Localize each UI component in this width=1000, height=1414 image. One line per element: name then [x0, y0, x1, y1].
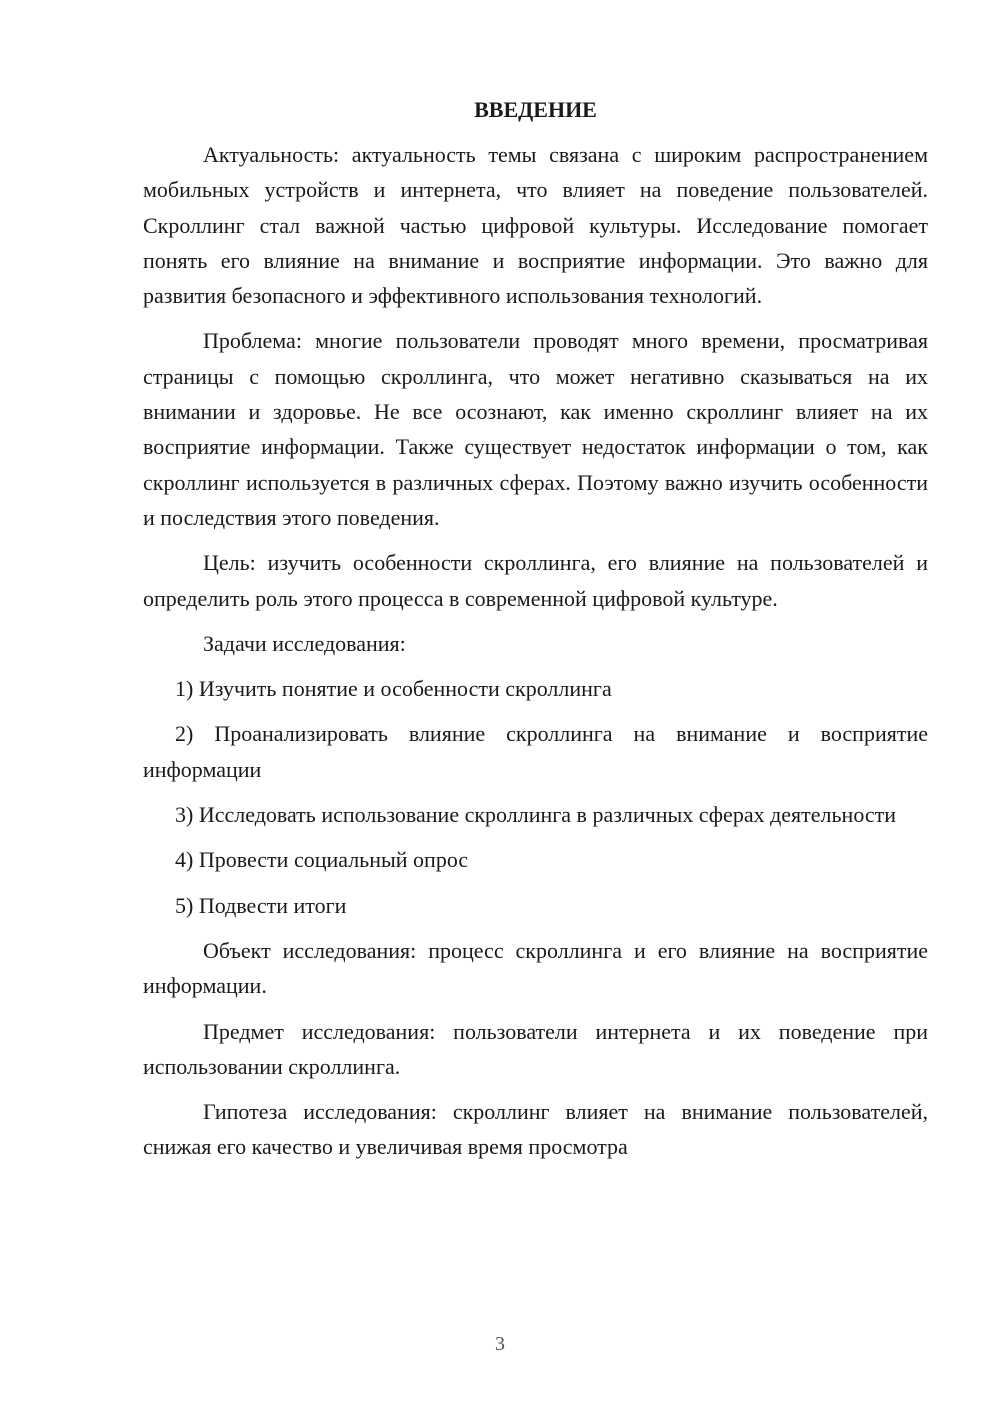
paragraph-problem: Проблема: многие пользователи проводят много времени, просматривая страницы с помощью скроллинга, что может негативно сказываться на их внимании и здоровье. Не все осознают, как именно скроллинг влияет на их восприятие информации. Также существует недостаток информации о том, как скроллинг используется в различных сферах. Поэтому важно изучить особенности и последствия этого поведения. [143, 328, 928, 530]
list-item-task-4: 4) Провести социальный опрос [175, 847, 469, 873]
paragraph-subject: Предмет исследования: пользователи интернета и их поведение при использовании скроллинга. [143, 1018, 928, 1079]
page-number: 3 [495, 1333, 505, 1355]
list-item-task-2: 2) Проанализировать влияние скроллинга на внимание и восприятие информации [143, 721, 928, 782]
list-item-task-1: 1) Изучить понятие и особенности скроллинга [175, 676, 612, 702]
paragraph-object: Объект исследования: процесс скроллинга и его влияние на восприятие информации. [143, 937, 928, 999]
page-title: ВВЕДЕНИЕ [474, 97, 597, 122]
tasks-heading: Задачи исследования: [203, 630, 406, 656]
paragraph-relevance: Актуальность: актуальность темы связана с широким распространением мобильных устройств и интернета, что влияет на поведение пользователей. Скроллинг стал важной частью цифровой культуры. Исследование помогает понять его влияние на внимание и восприятие информации. Это важно для развития безопасного и эффективного использования технологий. [143, 142, 928, 309]
list-item-task-5: 5) Подвести итоги [175, 892, 347, 918]
paragraph-hypothesis: Гипотеза исследования: скроллинг влияет на внимание пользователей, снижая его качество и увеличивая время просмотра [143, 1099, 928, 1160]
list-item-task-3: 3) Исследовать использование скроллинга в различных сферах деятельности [175, 802, 897, 828]
paragraph-goal: Цель: изучить особенности скроллинга, его влияние на пользователей и определить роль этого процесса в современной цифровой культуре. [143, 550, 928, 611]
document-page [143, 92, 928, 1165]
